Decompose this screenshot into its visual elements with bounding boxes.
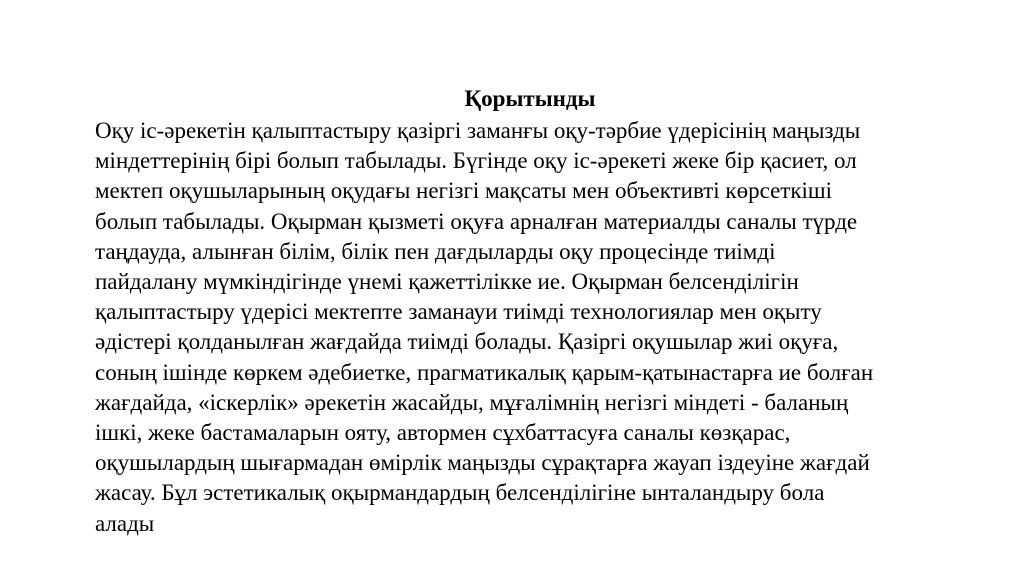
body-line: соның ішінде көркем әдебиетке, прагматикалық қарым-қатынастарға ие болған bbox=[95, 359, 874, 385]
body-line: жағдайда, «іскерлік» әрекетін жасайды, мұғалімнің негізгі міндеті - баланың bbox=[95, 389, 849, 415]
body-line: қалыптастыру үдерісі мектепте заманауи тиімді технологиялар мен оқыту bbox=[95, 299, 822, 325]
body-line: Оқу іс-әрекетін қалыптастыру қазіргі заманғы оқу-тәрбие үдерісінің маңызды bbox=[95, 118, 861, 143]
body-line: оқушылардың шығармадан өмірлік маңызды сұрақтарға жауап іздеуіне жағдай bbox=[95, 450, 870, 476]
body-line: ішкі, жеке бастамаларын ояту, автормен сұхбаттасуға саналы көзқарас, bbox=[95, 420, 791, 446]
body-line: жасау. Бұл эстетикалық оқырмандардың белсенділігіне ынталандыру бола bbox=[95, 480, 825, 506]
body-line: таңдауда, алынған білім, білік пен дағдыларды оқу процесінде тиімді bbox=[95, 238, 776, 264]
body-line: болып табылады. Оқырман қызметі оқуға арналған материалды саналы түрде bbox=[95, 208, 858, 234]
body-line: мектеп оқушыларының оқудағы негізгі мақсаты мен объективті көрсеткіші bbox=[95, 178, 833, 204]
body-line: әдістері қолданылған жағдайда тиімді болады. Қазіргі оқушылар жиі оқуға, bbox=[95, 329, 839, 355]
body-line: міндеттерінің бірі болып табылады. Бүгінде оқу іс-әрекеті жеке бір қасиет, ол bbox=[95, 148, 857, 174]
slide-body bbox=[95, 116, 975, 539]
body-line: пайдалану мүмкіндігінде үнемі қажеттілікке ие. Оқырман белсенділігін bbox=[95, 269, 799, 295]
body-line: алады bbox=[95, 510, 155, 536]
slide-title: Қорытынды bbox=[464, 86, 596, 111]
